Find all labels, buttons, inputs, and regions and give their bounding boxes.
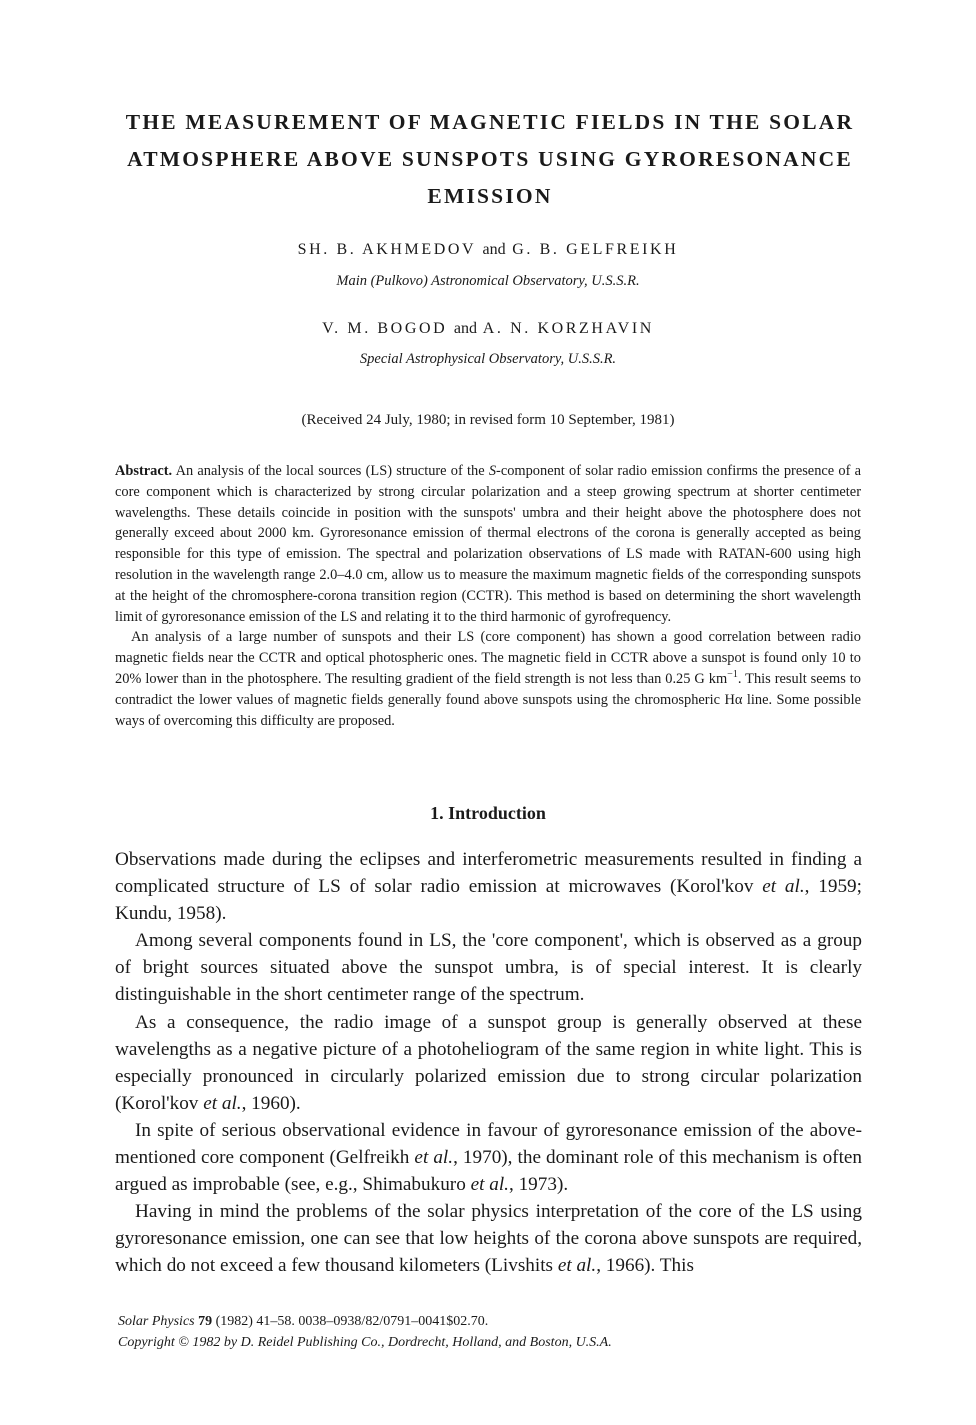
abstract-paragraph: An analysis of a large number of sunspots and their LS (core component) has shown a good correlation between radio magnetic fields near the CCTR and optical photospheric ones. The magnetic field in CCTR above a sunspot is found only 10 to 20% lower than in the photosphere. The resulting gradient of the field strength is not less than 0.25 G $km^{-1}$. This result seems to contradict the lower values of magnetic fields generally found above sunspots using the chromospheric Hα line. Some possible ways of overcoming this difficulty are proposed. xyxy=(115,629,861,729)
body-paragraph: Having in mind the problems of the solar physics interpretation of the core of the LS using gyroresonance emission, one can see that low heights of the corona above sunspots are required, which do not exceed a few thousand kilometers (Livshits et al., 1966). This xyxy=(115,1201,862,1277)
author-conjunction: and xyxy=(453,320,478,337)
body-paragraph: In spite of serious observational evidence in favour of gyroresonance emission of the above-mentioned core component (Gelfreikh et al., 1970), the dominant role of this mechanism is often argued as improbable (see, e.g., Shimabukuro et al., 1973). xyxy=(115,1119,863,1196)
author-line-2 xyxy=(0,320,976,338)
author-name: G. B. GELFREIKH xyxy=(512,241,679,258)
body-paragraph: As a consequence, the radio image of a sunspot group is generally observed at these wavelengths as a negative picture of a photoheliogram of the same region in white light. This is especially pronounced in circularly polarized emission due to strong circular polarization (Korol'kov et al., 1960). xyxy=(115,1011,862,1114)
title-line-1: THE MEASUREMENT OF MAGNETIC FIELDS IN THE SOLAR xyxy=(125,110,855,134)
author-name: A. N. KORZHAVIN xyxy=(482,320,654,337)
affiliation-2: Special Astrophysical Observatory, U.S.S.R. xyxy=(359,351,617,367)
copyright-notice: Copyright © 1982 by D. Reidel Publishing Co., Dordrecht, Holland, and Boston, U.S.A. xyxy=(118,1335,612,1350)
paper-title xyxy=(110,104,870,215)
abstract-label: Abstract. xyxy=(115,463,173,479)
abstract xyxy=(115,461,861,731)
journal-name: Solar Physics xyxy=(118,1314,195,1329)
author-line-1 xyxy=(0,241,976,259)
body-paragraph: Among several components found in LS, the 'core component', which is observed as a group of bright sources situated above the sunspot umbra, is of special interest. It is clearly distinguishable in the short centimeter range of the spectrum. xyxy=(115,930,862,1006)
body-paragraph: Observations made during the eclipses and interferometric measurements resulted in finding a complicated structure of LS of solar radio emission at microwaves (Korol'kov et al., 1959; Kundu, 1958). xyxy=(115,849,862,925)
author-name: SH. B. AKHMEDOV xyxy=(297,241,476,258)
title-line-3: EMISSION xyxy=(427,184,553,208)
abstract-paragraph: Abstract. An analysis of the local sources (LS) structure of the S-component of solar radio emission confirms the presence of a core component which is characterized by strong circular polarization and a steep growing spectrum at shorter centimeter wavelengths. These details coincide in position with the sunspots' umbra and their height above the photosphere does not generally exceed about 2000 km. Gyroresonance emission of thermal electrons of the corona is generally accepted as being responsible for this type of emission. The spectral and polarization observations of LS made with RATAN-600 using high resolution in the wavelength range 2.0–4.0 cm, allow us to measure the maximum magnetic fields of the corresponding sunspots at the height of the chromosphere-corona transition region (CCTR). This method is based on determining the short wavelength limit of gyroresonance emission of the LS and relating it to the third harmonic of gyrofrequency. xyxy=(115,463,861,625)
title-line-2: ATMOSPHERE ABOVE SUNSPOTS USING GYRORESONANCE xyxy=(127,147,853,171)
author-name: V. M. BOGOD xyxy=(322,320,448,337)
page-footer xyxy=(118,1311,878,1353)
journal-volume: 79 xyxy=(198,1314,213,1329)
section-heading: 1. Introduction xyxy=(430,803,546,823)
journal-citation: Solar Physics 79 (1982) 41–58. 0038–0938/82/0791–0041$02.70. xyxy=(118,1314,489,1329)
affiliation-1: Main (Pulkovo) Astronomical Observatory, U.S.S.R. xyxy=(336,273,640,289)
author-conjunction: and xyxy=(482,241,506,258)
body-text xyxy=(115,846,862,1280)
received-dates: (Received 24 July, 1980; in revised form 10 September, 1981) xyxy=(301,412,675,428)
